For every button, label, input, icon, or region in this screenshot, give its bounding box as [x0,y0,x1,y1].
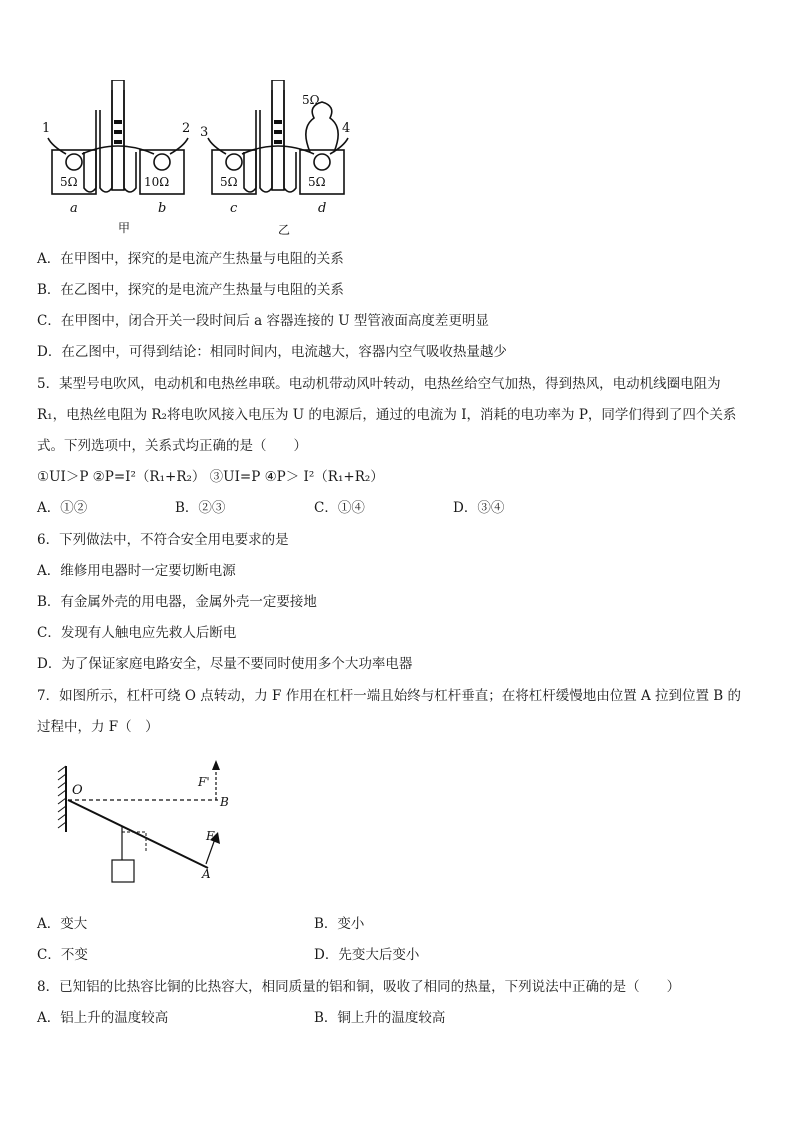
q5-option-b: B．②③ [175,500,226,516]
label-a: A [202,867,211,881]
terminal-label: 1 [42,121,51,136]
label-f: F [206,829,215,843]
q5-stem-line: 5．某型号电吹风，电动机和电热丝串联。电动机带动风叶转动，电热丝给空气加热，得到热风，电动机线圈电阻为 [37,376,721,392]
q7-option-c: C．不变 [37,947,88,963]
container-label: c [230,201,238,216]
resistor-label: 5Ω [308,175,326,189]
q7-option-b: B．变小 [314,916,365,932]
terminal-label: 2 [182,121,191,136]
q8-option-b: B．铜上升的温度较高 [314,1010,446,1026]
resistor-label: 10Ω [144,175,170,189]
label-b: B [220,795,229,809]
q5-stem-line: 式。下列选项中，关系式均正确的是（ ） [37,438,307,454]
q4-option-b: B．在乙图中，探究的是电流产生热量与电阻的关系 [37,282,344,298]
q7-option-d: D．先变大后变小 [314,947,420,963]
terminal-label: 4 [342,121,351,136]
lever-figure [56,760,246,890]
joule-heat-apparatus-figure [38,80,358,240]
label-o: O [72,783,83,798]
q7-stem-line: 7．如图所示，杠杆可绕 O 点转动，力 F 作用在杠杆一端且始终与杠杆垂直；在将杠杆缓慢地由位置 A 拉到位置 B 的 [37,688,742,704]
resistor-label: 5Ω [220,175,238,189]
container-label: b [158,201,167,216]
q8-option-a: A．铝上升的温度较高 [37,1010,169,1026]
container-label: d [318,201,327,216]
q6-option-c: C．发现有人触电应先救人后断电 [37,625,237,641]
label-f-prime: F' [198,775,210,789]
figure-caption: 乙 [278,223,291,237]
container-label: a [70,201,78,216]
q5-stem-line: R₁，电热丝电阻为 R₂将电吹风接入电压为 U 的电源后，通过的电流为 I，消耗的电功率为 P，同学们得到了四个关系 [37,407,737,423]
q7-stem-line: 过程中，力 F（ ） [37,719,159,735]
q6-stem: 6．下列做法中，不符合安全用电要求的是 [37,532,289,548]
q5-option-a: A．①② [37,500,88,516]
q5-option-c: C．①④ [314,500,365,516]
q6-option-d: D．为了保证家庭电路安全，尽量不要同时使用多个大功率电器 [37,656,413,672]
resistor-label: 5Ω [60,175,78,189]
q4-option-a: A．在甲图中，探究的是电流产生热量与电阻的关系 [37,251,344,267]
figure-caption: 甲 [118,221,131,235]
q7-option-a: A．变大 [37,916,88,932]
q8-stem: 8．已知铝的比热容比铜的比热容大，相同质量的铝和铜，吸收了相同的热量，下列说法中正确的是（ ） [37,979,681,995]
terminal-label: 3 [200,125,209,140]
resistor-label: 5Ω [302,93,320,107]
q6-option-a: A．维修用电器时一定要切断电源 [37,563,236,579]
q4-option-d: D．在乙图中，可得到结论：相同时间内，电流越大，容器内空气吸收热量越少 [37,344,507,360]
q6-option-b: B．有金属外壳的用电器，金属外壳一定要接地 [37,594,317,610]
lever-position-a [68,800,208,868]
q4-option-c: C．在甲图中，闭合开关一段时间后 a 容器连接的 U 型管液面高度差更明显 [37,313,489,329]
q5-option-d: D．③④ [453,500,505,516]
q5-relations: ①UI＞P ②P=I²（R₁+R₂） ③UI=P ④P＞ I²（R₁+R₂） [37,469,384,485]
hanging-weight [112,860,134,882]
